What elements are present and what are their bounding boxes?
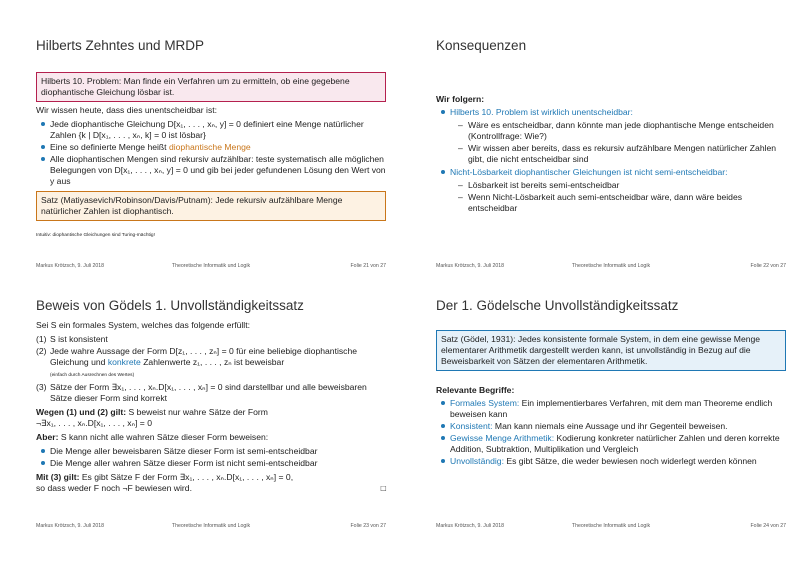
term-definition: Man kann niemals eine Aussage und ihr Gegenteil beweisen.	[494, 421, 728, 431]
bullet-list	[36, 446, 386, 469]
slide-23	[26, 288, 396, 550]
theorem-box: Satz (Gödel, 1931): Jedes konsistente formale System, in dem eine gewisse Menge elementarer Arithmetik dargestellt werden kann, ist unvollständig in Bezug auf die Beweisbarkeit von Sätzen der elementaren Arithmetik.	[436, 330, 786, 371]
highlight-term: diophantische Menge	[168, 142, 251, 152]
problem-box: Hilberts 10. Problem: Man finde ein Verfahren um zu ermitteln, ob eine gegebene diophantische Gleichung lösbar ist.	[36, 72, 386, 102]
sub-item: – Wäre es entscheidbar, dann könnte man jede diophantische Menge entscheiden (Kontrollfrage: Wie?)	[468, 120, 786, 142]
slide-title: Beweis von Gödels 1. Unvollständigkeitssatz	[36, 298, 304, 313]
sub-item: – Wir wissen aber bereits, dass es rekursiv aufzählbare Mengen natürlicher Zahlen gibt, die nicht entscheidbar sind	[468, 143, 786, 165]
slide-footer	[436, 263, 786, 269]
list-item	[450, 433, 786, 455]
note: (einfach durch Ausrechnen des Wertes)	[50, 373, 135, 378]
aber-text: Aber: S kann nicht alle wahren Sätze dieser Form beweisen:	[36, 432, 269, 442]
list-item	[450, 456, 786, 467]
footer-course: Theoretische Informatik und Logik	[171, 523, 251, 529]
footer-course: Theoretische Informatik und Logik	[571, 263, 651, 269]
footer-author: Markus Krötzsch, 9. Juli 2018	[36, 523, 105, 529]
term-definition: Es gibt Sätze, die weder bewiesen noch widerlegt werden können	[506, 456, 757, 466]
slide-title: Konsequenzen	[436, 38, 527, 53]
condition-3: (3) Sätze der Form ∃x₁, . . . , xₙ.D[x₁, . . . , xₙ] = 0 sind darstellbar und alle beweisbaren Sätze dieser Form sind korrekt	[36, 382, 367, 403]
slide-body	[436, 330, 786, 469]
bullet-list	[36, 119, 386, 187]
slide-body	[436, 94, 786, 216]
sub-item: – Lösbarkeit ist bereits semi-entscheidbar	[468, 180, 786, 191]
slide-24	[426, 288, 796, 550]
highlight-term: konkrete	[107, 357, 141, 367]
term: Unvollständig:	[450, 456, 504, 466]
term: Konsistent:	[450, 421, 493, 431]
consequence-12: Wegen (1) und (2) gilt: S beweist nur wahre Sätze der Form ¬∃x₁, . . . , xₙ.D[x₁, . . . , xₙ] = 0	[36, 407, 268, 428]
list-item	[450, 167, 786, 214]
list-item: Die Menge aller wahren Sätze dieser Form ist nicht semi-entscheidbar	[50, 458, 386, 469]
slide-21	[26, 28, 396, 290]
theorem-box: Satz (Matiyasevich/Robinson/Davis/Putnam): Jede rekursiv aufzählbare Menge natürlicher Zahlen ist diophantisch.	[36, 191, 386, 221]
bullet-list	[436, 107, 786, 214]
footer-author: Markus Krötzsch, 9. Juli 2018	[36, 263, 105, 269]
footer-page: Folie 24 von 27	[750, 523, 786, 529]
slide-footer	[36, 523, 386, 529]
slide-footer	[436, 523, 786, 529]
footer-page: Folie 23 von 27	[350, 523, 386, 529]
footer-course: Theoretische Informatik und Logik	[171, 263, 251, 269]
term: Gewisse Menge Arithmetik:	[450, 433, 555, 443]
qed-symbol: □	[380, 483, 386, 493]
condition-2: (2) Jede wahre Aussage der Form D[z₁, . . . , zₙ] = 0 für eine beliebige diophantische Gleichung und konkrete Zahlenwerte z₁, . . . , zₙ ist beweisbar (einfach durch Ausrechnen des Wertes)	[36, 346, 358, 378]
slide-body	[36, 320, 386, 497]
slide-footer	[36, 263, 386, 269]
slide-title: Der 1. Gödelsche Unvollständigkeitssatz	[436, 298, 679, 313]
term-definition: Kodierung konkreter natürlicher Zahlen und deren korrekte Addition, Subtraktion, Multiplikation und Vergleich	[450, 433, 780, 454]
heading: Relevante Begriffe:	[436, 385, 515, 395]
term-definition: Ein implementierbares Verfahren, mit dem man Theoreme endlich beweisen kann	[450, 398, 773, 419]
intro-text: Sei S ein formales System, welches das folgende erfüllt:	[36, 320, 250, 330]
list-item	[450, 398, 786, 420]
intro-text: Wir wissen heute, dass dies unentscheidbar ist:	[36, 105, 218, 115]
list-item	[50, 142, 386, 153]
item-label: Nicht-Lösbarkeit diophantischer Gleichungen ist nicht semi-entscheidbar:	[450, 167, 728, 177]
list-item	[450, 107, 786, 165]
footer-author: Markus Krötzsch, 9. Juli 2018	[436, 263, 505, 269]
list-item: Alle diophantischen Mengen sind rekursiv aufzählbar: teste systematisch alle möglichen Belegungen von D[x₁, . . . , xₙ, y] = 0 und gib bei jeder gefundenen Lösung den Wert von y aus	[50, 154, 386, 186]
sub-list	[450, 180, 786, 214]
bullet-text: Eine so definierte Menge heißt	[50, 142, 167, 152]
item-label: Hilberts 10. Problem ist wirklich unentscheidbar:	[450, 107, 633, 117]
footer-author: Markus Krötzsch, 9. Juli 2018	[436, 523, 505, 529]
slide-body	[36, 72, 386, 244]
footer-page: Folie 22 von 27	[750, 263, 786, 269]
list-item: Jede diophantische Gleichung D[x₁, . . . , xₙ, y] = 0 definiert eine Menge natürlicher Zahlen {k | D[x₁, . . . , xₙ, k] = 0 ist lösbar}	[50, 119, 386, 141]
slide-title: Hilberts Zehntes und MRDP	[36, 38, 205, 53]
list-item: Die Menge aller beweisbaren Sätze dieser Form ist semi-entscheidbar	[50, 446, 386, 457]
terms-list	[436, 398, 786, 467]
condition-1: (1) S ist konsistent	[36, 334, 108, 344]
slide-22	[426, 28, 796, 290]
sub-item: – Wenn Nicht-Lösbarkeit auch semi-entscheidbar wäre, dann wäre beides entscheidbar	[468, 192, 786, 214]
sub-list	[450, 120, 786, 165]
intuition-note: Intuitiv: diophantische Gleichungen sind Turing-mächtig!	[36, 233, 155, 238]
list-item	[450, 421, 786, 432]
term: Formales System:	[450, 398, 520, 408]
footer-page: Folie 21 von 27	[350, 263, 386, 269]
heading: Wir folgern:	[436, 94, 485, 104]
consequence-3: Mit (3) gilt: Es gibt Sätze F der Form ∃x₁, . . . , xₙ.D[x₁, . . . , xₙ] = 0, so dass weder F noch ¬F bewiesen wird. □	[36, 472, 386, 493]
footer-course: Theoretische Informatik und Logik	[571, 523, 651, 529]
